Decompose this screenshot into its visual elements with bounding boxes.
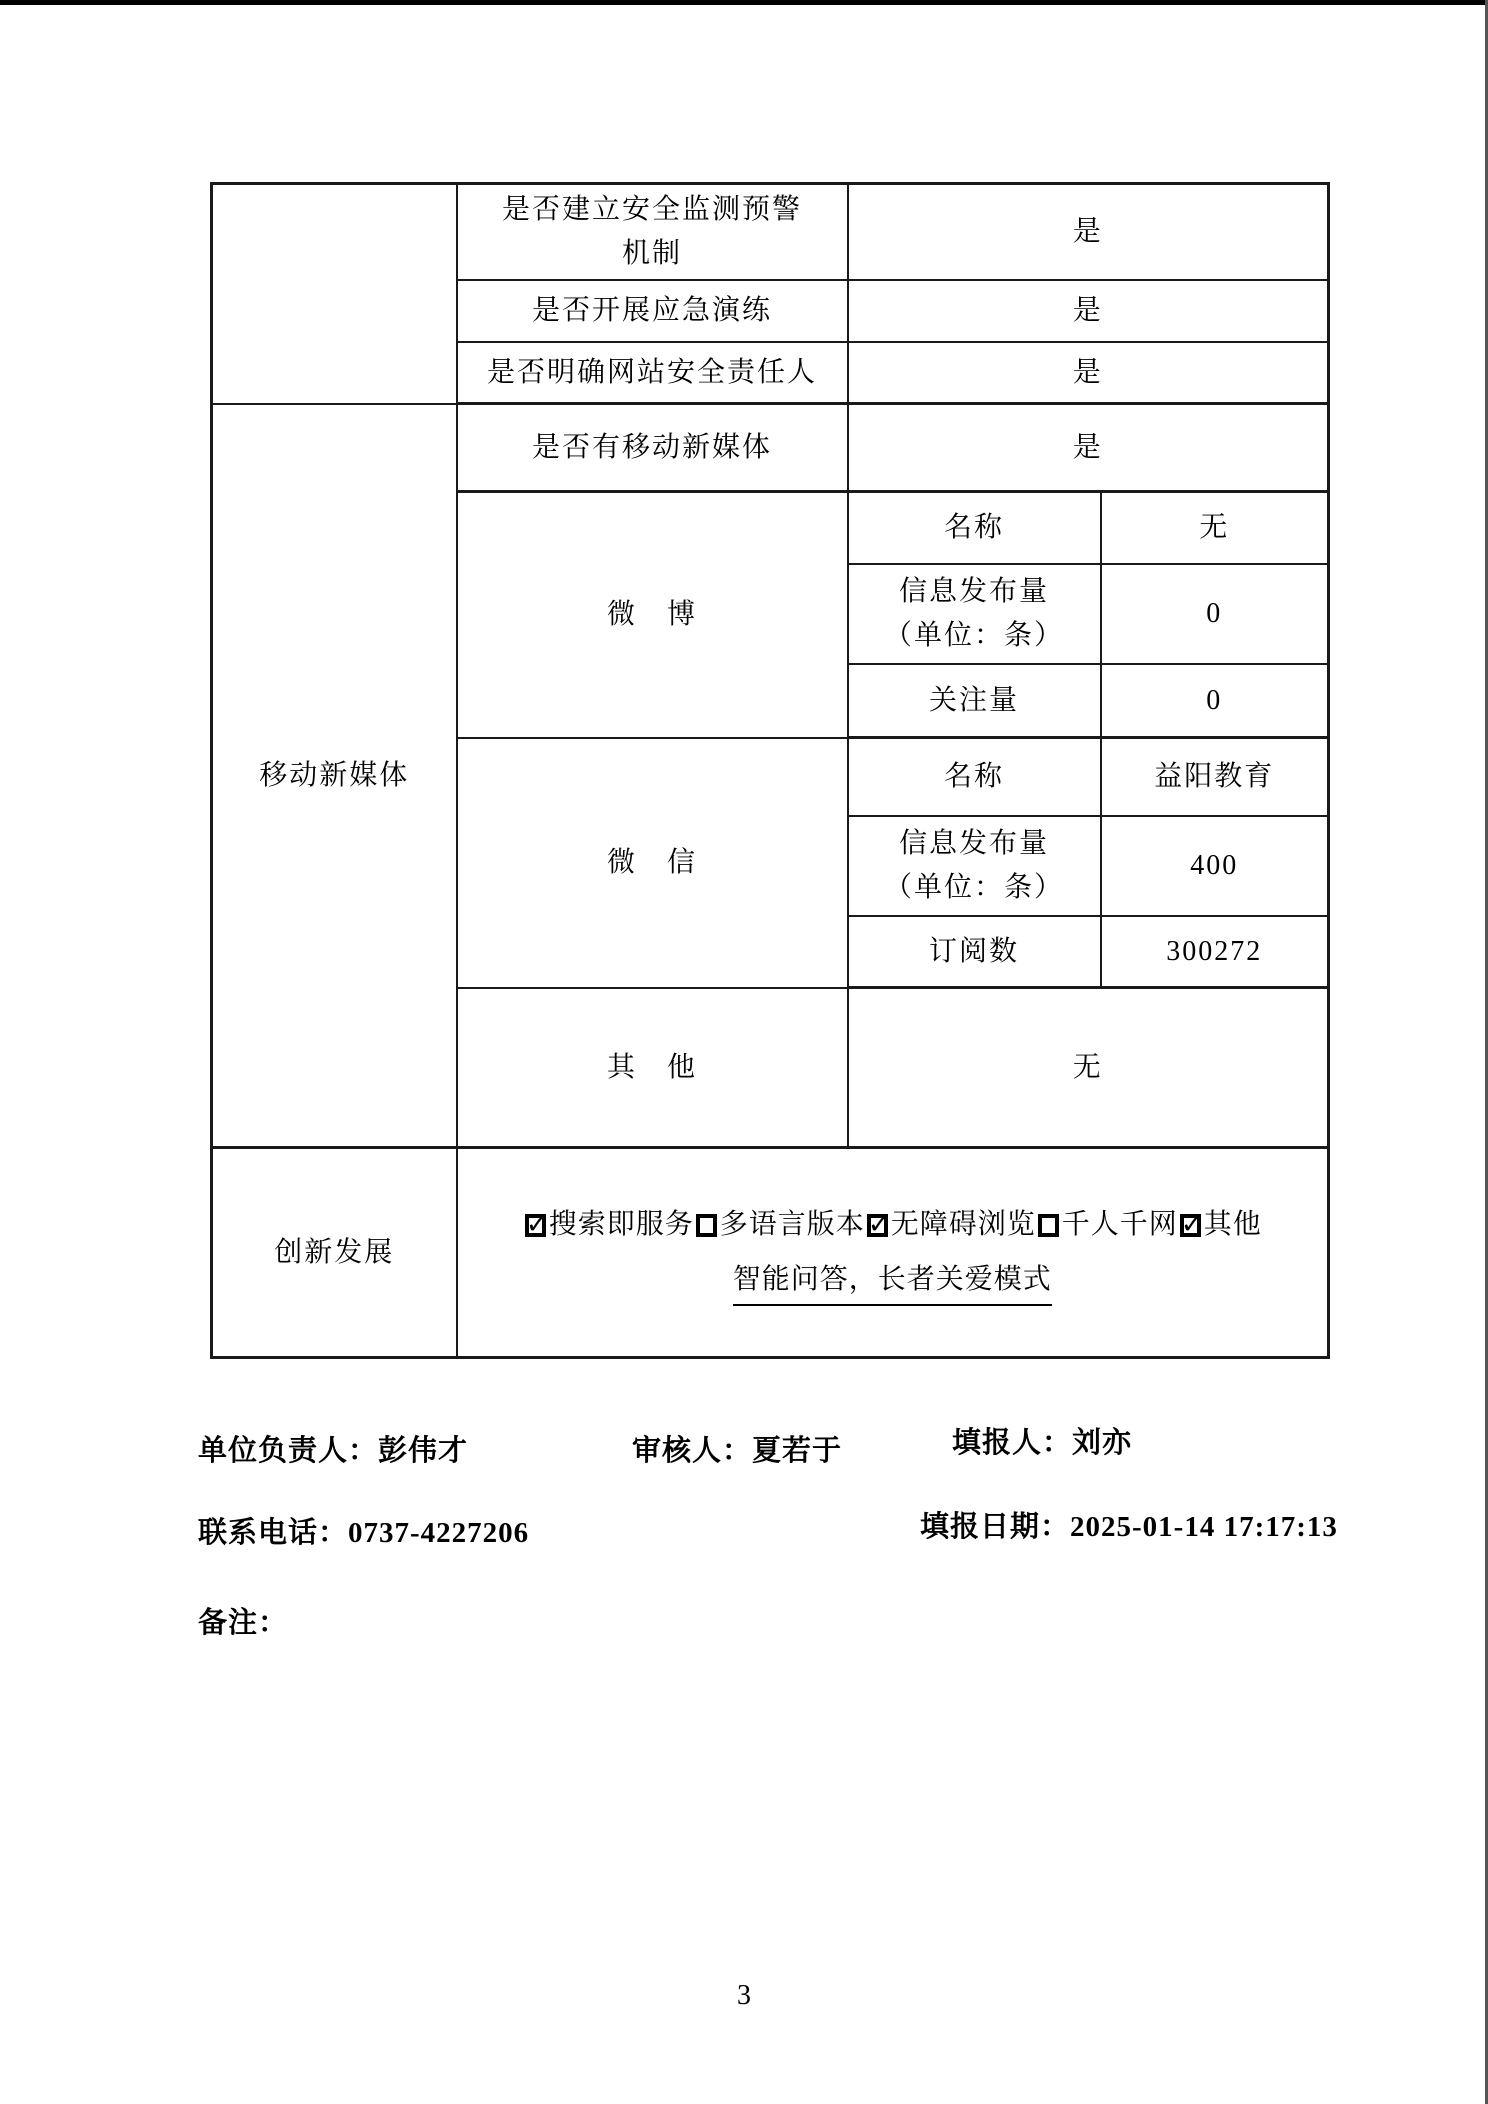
page-number: 3 — [737, 1980, 751, 2011]
cell-weibo-posts-label — [848, 564, 1101, 664]
cell-section-empty — [212, 184, 457, 404]
checkbox-item-search-as-service — [523, 1209, 694, 1240]
checkbox-label: 多语言版本 — [719, 1209, 865, 1240]
cell-wechat-subscribers-label: 订阅数 — [848, 916, 1101, 988]
label-line: （单位：条） — [883, 871, 1064, 903]
check-mark-icon: ✓ — [1180, 1209, 1204, 1240]
label-line: 信息发布量 — [898, 576, 1049, 608]
cell-weibo-name-label: 名称 — [848, 492, 1101, 564]
responsible-person-value: 彭伟才 — [378, 1435, 469, 1467]
cell-weibo-followers-label: 关注量 — [848, 664, 1101, 738]
multilingual-checkbox[interactable] — [696, 1214, 717, 1237]
cell-has-mobile-value: 是 — [848, 404, 1329, 492]
screen-top-edge-line — [0, 0, 1488, 5]
cell-wechat-posts-label — [848, 816, 1101, 916]
cell-security-owner-label: 是否明确网站安全责任人 — [457, 342, 848, 404]
cell-wechat-posts-value: 400 — [1101, 816, 1329, 916]
innovation-checkbox-line — [464, 1199, 1322, 1251]
checkbox-label: 其他 — [1203, 1209, 1262, 1240]
innovation-other-detail-line — [464, 1251, 1322, 1306]
cell-mobile-media-section-label: 移动新媒体 — [212, 404, 457, 1148]
cell-wechat-name-value: 益阳教育 — [1101, 738, 1329, 816]
checkbox-item-other — [1178, 1209, 1262, 1240]
cell-emergency-drill-value: 是 — [848, 280, 1329, 342]
contact-phone-value: 0737-4227206 — [348, 1517, 530, 1549]
report-date-value: 2025-01-14 17:17:13 — [1070, 1511, 1338, 1543]
check-mark-icon: ✓ — [867, 1209, 891, 1240]
filler-label: 填报人： — [952, 1427, 1073, 1459]
search-as-service-checkbox[interactable] — [525, 1209, 549, 1240]
innovation-other-detail-text: 智能问答，长者关爱模式 — [733, 1259, 1052, 1306]
remarks-label: 备注： — [198, 1607, 289, 1639]
cell-weibo-posts-value: 0 — [1101, 564, 1329, 664]
cell-has-mobile-label: 是否有移动新媒体 — [457, 404, 848, 492]
footer-remarks — [198, 1600, 288, 1641]
cell-innovation-content — [457, 1148, 1329, 1358]
report-date-label: 填报日期： — [920, 1511, 1071, 1543]
cell-emergency-drill-label: 是否开展应急演练 — [457, 280, 848, 342]
footer-reviewer — [632, 1428, 842, 1469]
cell-other-media-label: 其 他 — [457, 988, 848, 1148]
accessibility-checkbox[interactable] — [867, 1209, 891, 1240]
annual-report-table — [210, 182, 1330, 1359]
footer-report-date — [920, 1504, 1338, 1545]
cell-wechat-name-label: 名称 — [848, 738, 1101, 816]
reviewer-label: 审核人： — [632, 1435, 753, 1467]
reviewer-value: 夏若于 — [752, 1435, 843, 1467]
footer-filler — [952, 1420, 1132, 1461]
cell-other-media-value: 无 — [848, 988, 1329, 1148]
footer-contact-phone — [198, 1510, 529, 1551]
label-line: 信息发布量 — [898, 828, 1049, 860]
personalized-web-checkbox[interactable] — [1038, 1214, 1059, 1237]
label-line: 是否建立安全监测预警 — [501, 194, 802, 226]
other-checkbox[interactable] — [1180, 1209, 1204, 1240]
cell-weibo-group-label: 微 博 — [457, 492, 848, 738]
cell-weibo-name-value: 无 — [1101, 492, 1329, 564]
cell-wechat-subscribers-value: 300272 — [1101, 916, 1329, 988]
cell-security-monitor-label — [457, 184, 848, 280]
checkbox-item-accessibility — [865, 1209, 1036, 1240]
checkbox-label: 无障碍浏览 — [890, 1209, 1036, 1240]
cell-security-owner-value: 是 — [848, 342, 1329, 404]
checkbox-label: 搜索即服务 — [548, 1209, 694, 1240]
footer-responsible-person — [198, 1428, 468, 1469]
cell-wechat-group-label: 微 信 — [457, 738, 848, 988]
cell-security-monitor-value: 是 — [848, 184, 1329, 280]
checkbox-item-multilingual — [694, 1209, 865, 1240]
cell-innovation-section-label: 创新发展 — [212, 1148, 457, 1358]
check-mark-icon: ✓ — [525, 1209, 549, 1240]
checkbox-item-personalized-web — [1036, 1209, 1178, 1240]
checkbox-label: 千人千网 — [1061, 1209, 1178, 1240]
filler-value: 刘亦 — [1072, 1427, 1133, 1459]
contact-phone-label: 联系电话： — [198, 1517, 349, 1549]
cell-weibo-followers-value: 0 — [1101, 664, 1329, 738]
responsible-person-label: 单位负责人： — [198, 1435, 379, 1467]
label-line: （单位：条） — [883, 619, 1064, 651]
label-line: 机制 — [621, 237, 682, 269]
